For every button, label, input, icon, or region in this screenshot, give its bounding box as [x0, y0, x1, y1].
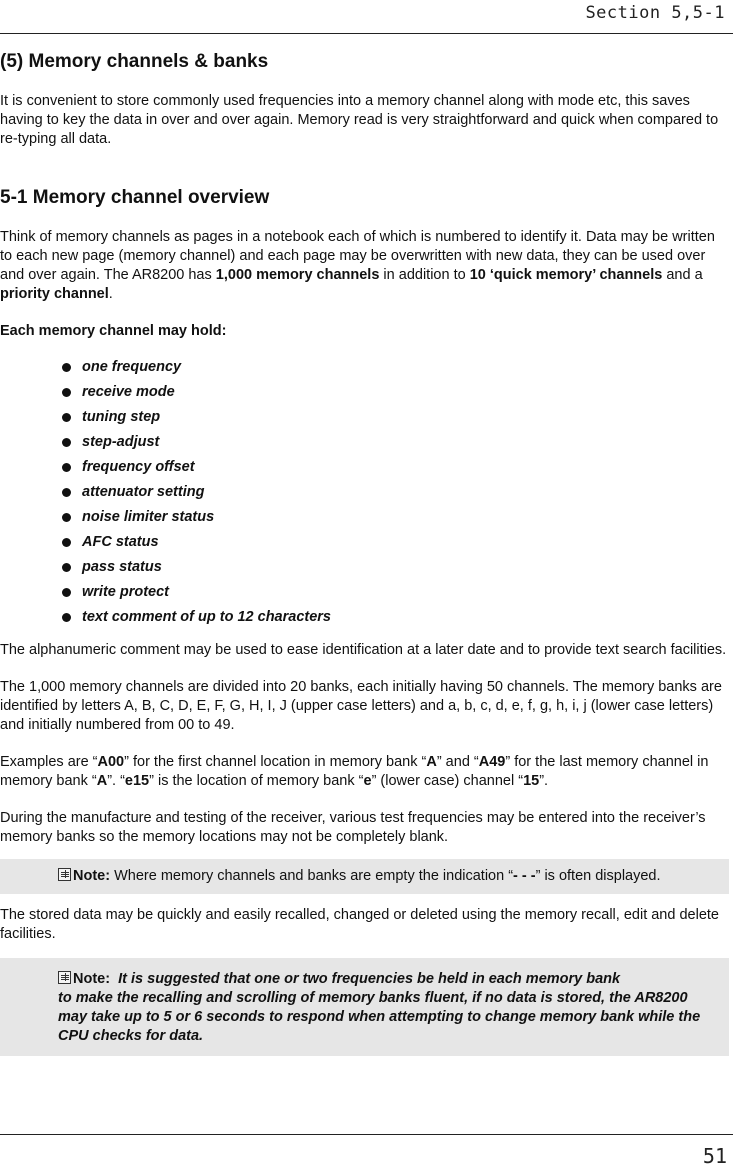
list-item	[62, 483, 729, 508]
note-empty-indication	[0, 859, 729, 894]
list-item	[62, 508, 729, 533]
code-a49: A49	[478, 754, 506, 770]
code-15: 15	[523, 773, 540, 789]
page-number: 51	[702, 1144, 727, 1166]
note-label: Note:	[73, 971, 111, 987]
recall-paragraph: The stored data may be quickly and easily recalled, changed or deleted using the memory recall, edit and delete facilities.	[0, 907, 719, 942]
empty-indicator: - - -	[513, 868, 536, 884]
header-rule	[0, 33, 733, 34]
list-item-text: frequency offset	[82, 459, 195, 475]
emphasis-memory-channels: 1,000 memory channels	[215, 267, 380, 283]
list-item-text: attenuator setting	[82, 484, 205, 500]
text-run: ” (lower case) channel “	[371, 773, 524, 789]
hold-label: Each memory channel may hold:	[0, 323, 227, 339]
list-item-text: receive mode	[82, 384, 175, 400]
list-item	[62, 433, 729, 458]
section-5-heading: (5) Memory channels & banks	[0, 51, 269, 72]
list-item-text: AFC status	[82, 534, 159, 550]
list-item-text: write protect	[82, 584, 170, 600]
list-item	[62, 533, 729, 558]
text-run: ”. “	[107, 773, 125, 789]
memory-fields-list	[62, 358, 729, 633]
note-icon	[58, 868, 71, 881]
note-body: to make the recalling and scrolling of memory banks fluent, if no data is stored, the AR8200 may take up to 5 or 6 seconds to respond when attempting to change memory bank while the CPU checks for data.	[58, 990, 701, 1044]
manufacture-paragraph: During the manufacture and testing of the receiver, various test frequencies may be entered into the receiver’s memory banks so the memory locations may not be completely blank.	[0, 810, 706, 845]
text-run: ”.	[539, 773, 549, 789]
section-5-intro: It is convenient to store commonly used frequencies into a memory channel along with mode etc, this saves having to key the data in over and over again. Memory read is very straightforward and quick when compared to re-typing all data.	[0, 93, 719, 147]
list-item	[62, 408, 729, 433]
text-run: Where memory channels and banks are empty the indication “	[110, 868, 514, 884]
list-item-text: step-adjust	[82, 434, 160, 450]
section-5-1-heading: 5-1 Memory channel overview	[0, 187, 270, 208]
text-run: .	[108, 286, 113, 302]
note-icon	[58, 971, 71, 984]
bullet-icon	[62, 413, 71, 422]
text-run: Examples are “	[0, 754, 98, 770]
note-first-line	[58, 970, 719, 989]
footer-rule	[0, 1134, 733, 1135]
list-item	[62, 383, 729, 408]
text-run: ” is often displayed.	[535, 868, 661, 884]
emphasis-priority-channel: priority channel	[0, 286, 109, 302]
running-header: Section 5,5-1	[585, 3, 725, 23]
bullet-icon	[62, 438, 71, 447]
text-run: in addition to	[379, 267, 470, 283]
text-run: ” for the first channel location in memory bank “	[124, 754, 427, 770]
list-item-text: tuning step	[82, 409, 161, 425]
text-run: ” and “	[436, 754, 479, 770]
note-text: It is suggested that one or two frequencies be held in each memory bank	[118, 971, 621, 987]
bullet-icon	[62, 513, 71, 522]
note-suggestion	[0, 958, 729, 1056]
banks-paragraph: The 1,000 memory channels are divided into 20 banks, each initially having 50 channels. The memory banks are identified by letters A, B, C, D, E, F, G, H, I, J (upper case letters) and a, b, c, d, e, f, g, h, i, j (lower case letters) and initially numbered from 00 to 49.	[0, 679, 722, 733]
list-item-text: pass status	[82, 559, 162, 575]
list-item	[62, 458, 729, 483]
bullet-icon	[62, 538, 71, 547]
note-label: Note:	[73, 868, 111, 884]
text-run: Think of memory channels as pages in a notebook each of which is numbered to identify it. Data may be written to each new page (memory channel) and each page may be overwritten with new data, they can be used over and over again. The AR8200 has	[0, 229, 715, 283]
code-bank-a: A	[96, 773, 108, 789]
text-run: ” for the last memory channel in memory bank “	[0, 754, 709, 789]
bullet-icon	[62, 463, 71, 472]
list-item	[62, 358, 729, 383]
bullet-icon	[62, 363, 71, 372]
code-bank-a: A	[426, 754, 437, 770]
bullet-icon	[62, 388, 71, 397]
list-item	[62, 558, 729, 583]
list-item-text: noise limiter status	[82, 509, 215, 525]
list-item-text: text comment of up to 12 characters	[82, 609, 331, 625]
emphasis-quick-memory: 10 ‘quick memory’ channels	[469, 267, 663, 283]
bullet-icon	[62, 488, 71, 497]
code-bank-e: e	[363, 773, 372, 789]
list-item	[62, 608, 729, 633]
examples-paragraph	[0, 753, 729, 791]
list-item-text: one frequency	[82, 359, 182, 375]
text-run: ” is the location of memory bank “	[149, 773, 364, 789]
code-a00: A00	[97, 754, 125, 770]
page-content	[0, 50, 729, 1056]
list-item	[62, 583, 729, 608]
bullet-icon	[62, 613, 71, 622]
comment-paragraph: The alphanumeric comment may be used to ease identification at a later date and to provide text search facilities.	[0, 642, 727, 658]
bullet-icon	[62, 588, 71, 597]
bullet-icon	[62, 563, 71, 572]
code-e15: e15	[124, 773, 150, 789]
overview-paragraph	[0, 228, 729, 304]
text-run: and a	[662, 267, 703, 283]
